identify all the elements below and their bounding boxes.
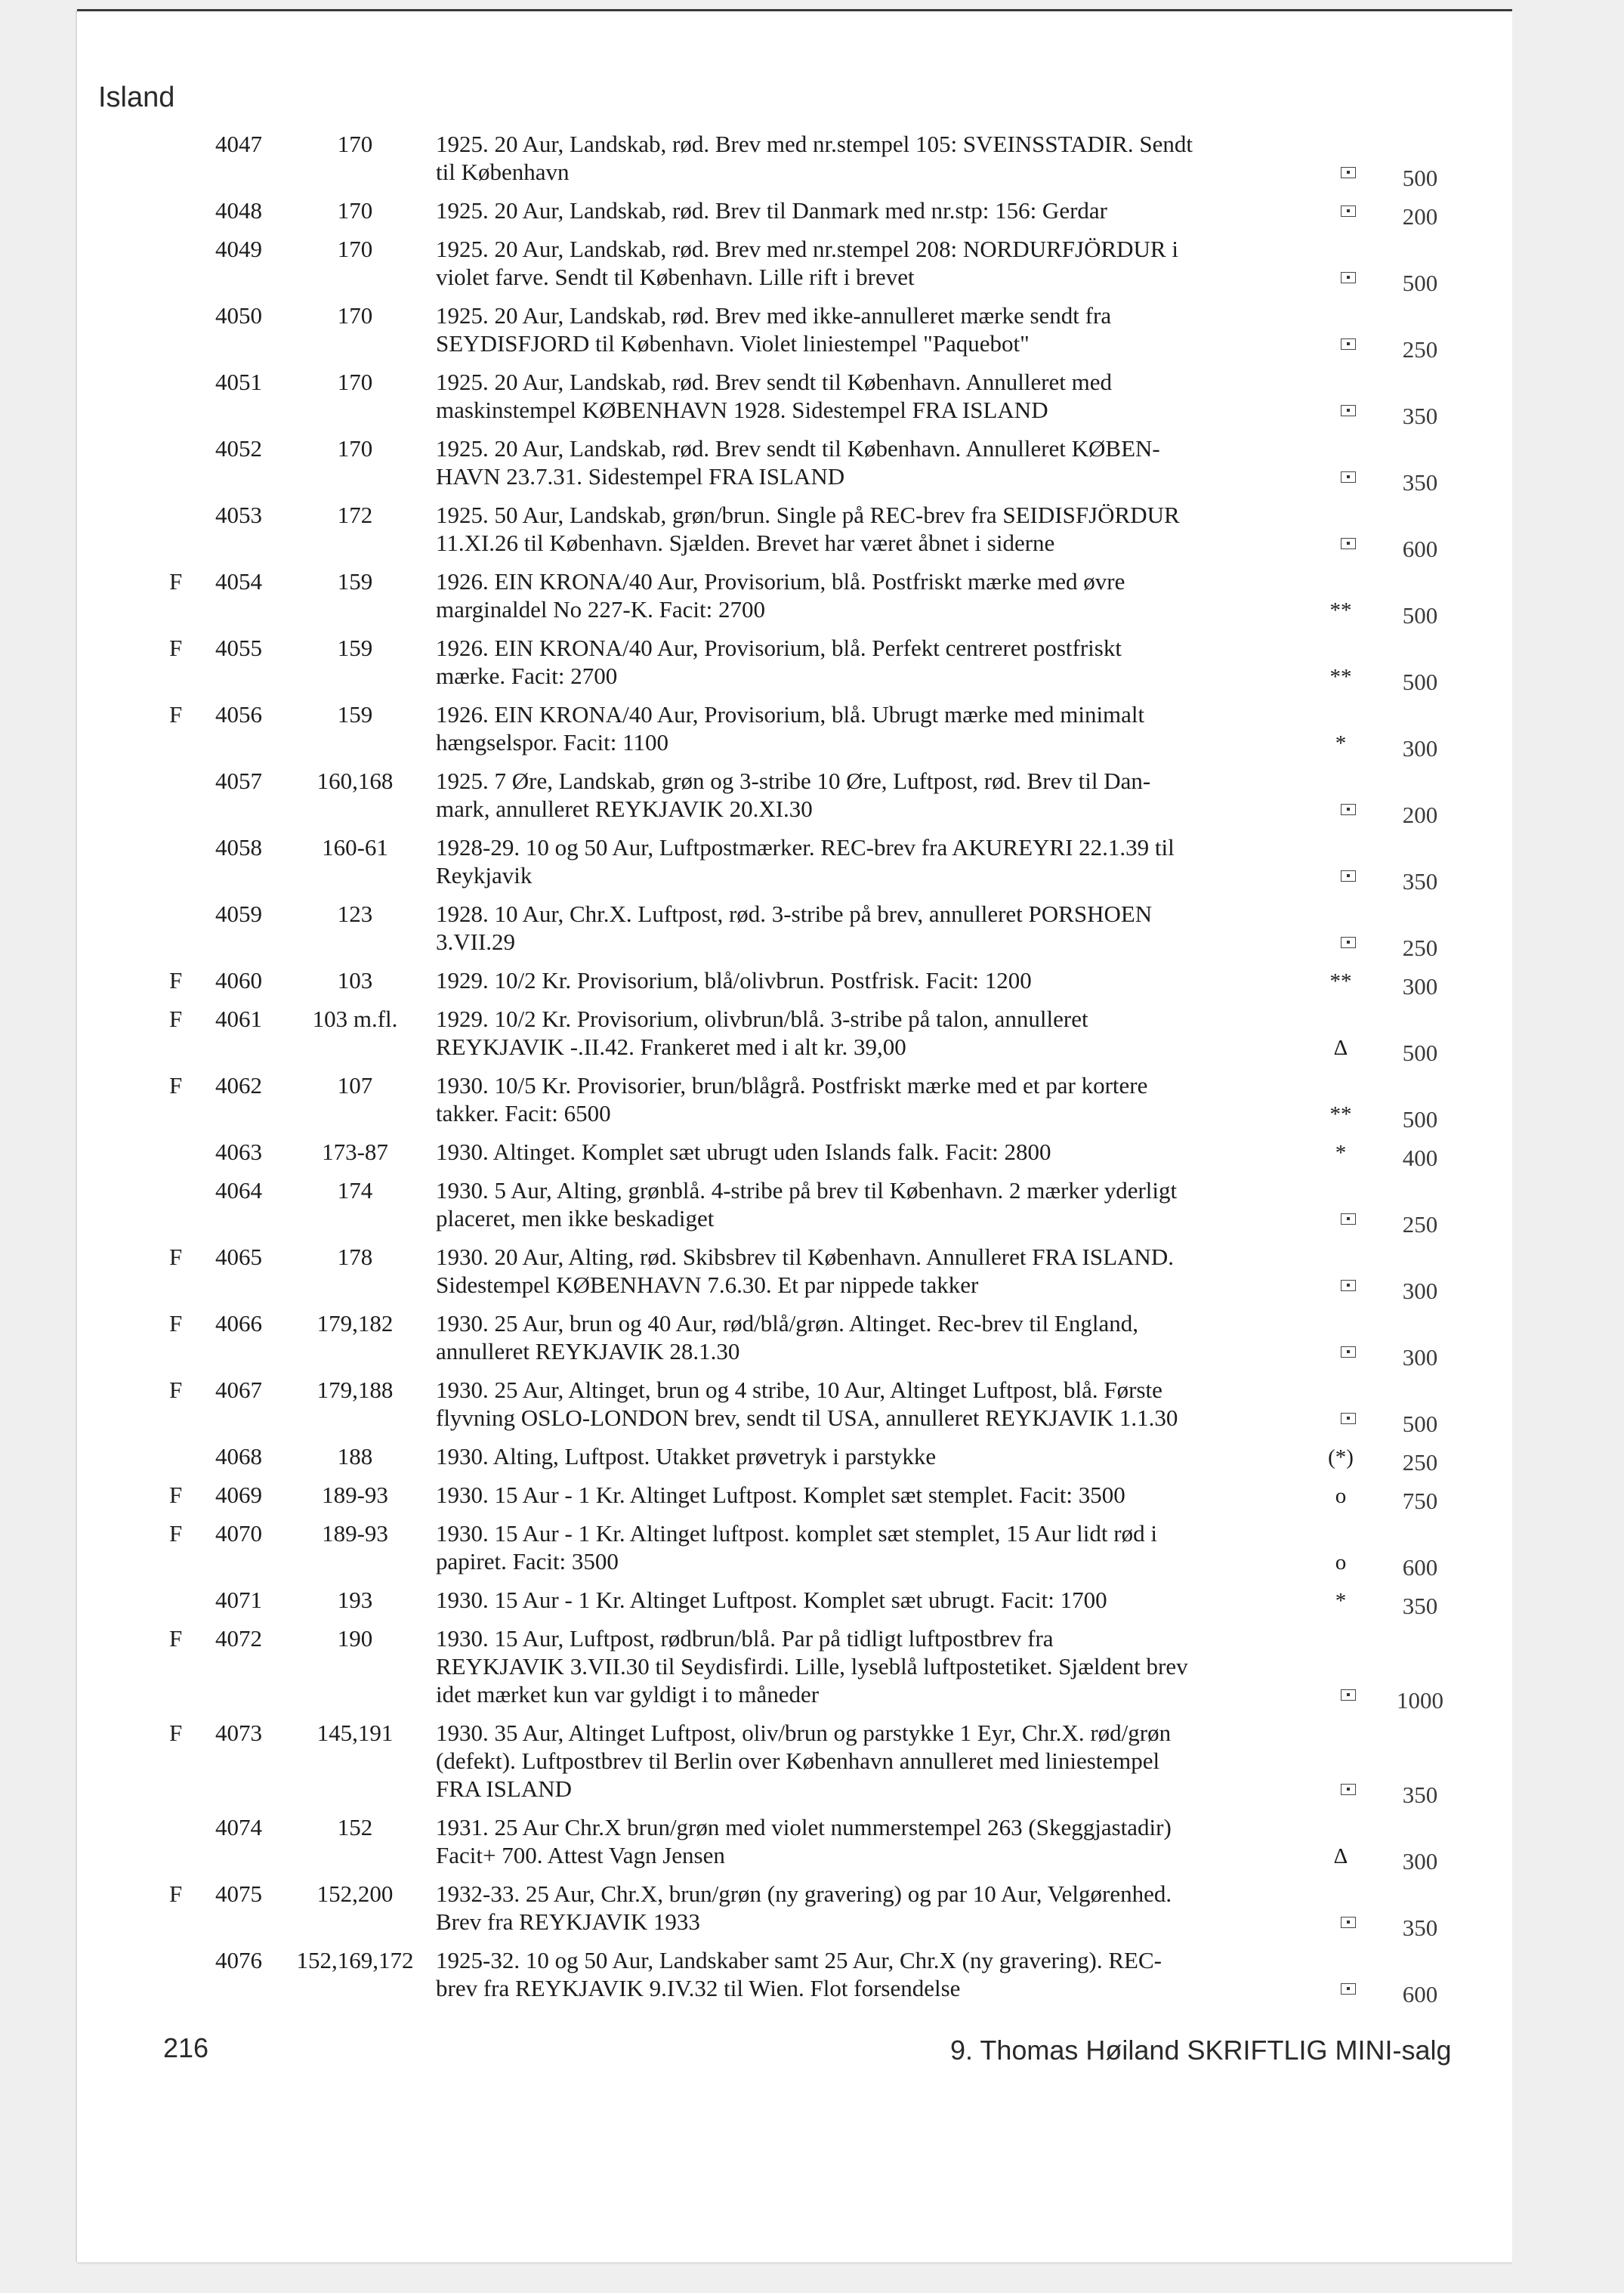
envelope-icon <box>1341 1280 1356 1291</box>
catalogue-number: 170 <box>337 131 373 157</box>
condition-symbol: Δ <box>1333 1036 1348 1060</box>
starting-price: 300 <box>1402 973 1438 1000</box>
page-number: 216 <box>163 2032 209 2063</box>
envelope-icon <box>1341 1213 1356 1225</box>
catalogue-number: 123 <box>337 901 373 927</box>
description-line: 1930. 20 Aur, Alting, rød. Skibsbrev til København. Annulleret FRA ISLAND. <box>436 1244 1174 1270</box>
catalogue-number: 170 <box>337 302 373 329</box>
description-line: 11.XI.26 til København. Sjælden. Brevet har været åbnet i siderne <box>436 530 1055 556</box>
description-line: 1925. 50 Aur, Landskab, grøn/brun. Single på REC-brev fra SEIDISFJÖRDUR <box>436 502 1180 528</box>
lot-number: 4071 <box>215 1587 262 1613</box>
lot-description <box>436 1138 1312 1166</box>
catalogue-number: 160-61 <box>322 834 388 861</box>
lot-number: 4047 <box>215 131 262 157</box>
lot-number: 4057 <box>215 768 262 794</box>
envelope-icon <box>1341 1917 1356 1928</box>
condition-symbol: o <box>1335 1550 1347 1575</box>
lot-description <box>436 1586 1312 1614</box>
lot-number: 4053 <box>215 502 262 528</box>
lot-description <box>436 833 1312 889</box>
description-line: 1930. 25 Aur, brun og 40 Aur, rød/blå/grøn. Altinget. Rec-brev til England, <box>436 1310 1138 1337</box>
description-line: 1928-29. 10 og 50 Aur, Luftpostmærker. REC-brev fra AKUREYRI 22.1.39 til <box>436 834 1175 861</box>
description-line: hængselspor. Facit: 1100 <box>436 729 668 756</box>
faults-flag: F <box>169 1244 183 1270</box>
catalogue-number: 159 <box>337 568 373 595</box>
lot-description <box>436 235 1312 291</box>
lot-description <box>436 700 1312 756</box>
catalogue-number: 170 <box>337 435 373 462</box>
lot-description <box>436 1624 1312 1708</box>
lot-number: 4052 <box>215 435 262 462</box>
description-line: marginaldel No 227-K. Facit: 2700 <box>436 596 765 623</box>
starting-price: 600 <box>1402 1981 1438 2007</box>
faults-flag: F <box>169 1720 183 1746</box>
starting-price: 500 <box>1402 1411 1438 1437</box>
catalogue-number: 103 <box>337 967 373 994</box>
catalogue-number: 189-93 <box>322 1520 388 1547</box>
catalogue-number: 193 <box>337 1587 373 1613</box>
starting-price: 250 <box>1402 1211 1438 1238</box>
faults-flag: F <box>169 967 183 994</box>
envelope-icon <box>1341 1983 1356 1995</box>
catalogue-number: 159 <box>337 635 373 661</box>
lot-number: 4075 <box>215 1880 262 1907</box>
envelope-icon <box>1341 870 1356 882</box>
condition-symbol: * <box>1335 1589 1347 1613</box>
description-line: 1926. EIN KRONA/40 Aur, Provisorium, blå. Postfriskt mærke med øvre <box>436 568 1125 595</box>
lot-description <box>436 1376 1312 1432</box>
faults-flag: F <box>169 635 183 661</box>
starting-price: 600 <box>1402 536 1438 562</box>
faults-flag: F <box>169 1377 183 1403</box>
description-line: papiret. Facit: 3500 <box>436 1548 619 1575</box>
description-line: 1925. 20 Aur, Landskab, rød. Brev med nr.stempel 208: NORDURFJÖRDUR i <box>436 236 1178 262</box>
description-line: til København <box>436 159 570 185</box>
lot-number: 4065 <box>215 1244 262 1270</box>
description-line: flyvning OSLO-LONDON brev, sendt til USA, annulleret REYKJAVIK 1.1.30 <box>436 1405 1178 1431</box>
lot-number: 4076 <box>215 1947 262 1973</box>
lot-description <box>436 1481 1312 1509</box>
starting-price: 750 <box>1402 1488 1438 1514</box>
lot-number: 4060 <box>215 967 262 994</box>
faults-flag: F <box>169 1006 183 1032</box>
lot-number: 4072 <box>215 1625 262 1652</box>
starting-price: 250 <box>1402 1449 1438 1476</box>
faults-flag: F <box>169 1072 183 1099</box>
catalogue-number: 188 <box>337 1443 373 1469</box>
faults-flag: F <box>169 1310 183 1337</box>
lot-description <box>436 1442 1312 1470</box>
starting-price: 350 <box>1402 868 1438 895</box>
envelope-icon <box>1341 471 1356 483</box>
description-line: brev fra REYKJAVIK 9.IV.32 til Wien. Flot forsendelse <box>436 1975 961 2001</box>
description-line: 1930. Altinget. Komplet sæt ubrugt uden Islands falk. Facit: 2800 <box>436 1139 1051 1165</box>
description-line: 1931. 25 Aur Chr.X brun/grøn med violet nummerstempel 263 (Skeggjastadir) <box>436 1814 1172 1840</box>
starting-price: 350 <box>1402 1593 1438 1619</box>
catalogue-number: 152,169,172 <box>296 1947 414 1973</box>
description-line: Facit+ 700. Attest Vagn Jensen <box>436 1842 725 1868</box>
starting-price: 300 <box>1402 735 1438 762</box>
condition-symbol: (*) <box>1328 1445 1354 1469</box>
lot-number: 4073 <box>215 1720 262 1746</box>
envelope-icon <box>1341 538 1356 549</box>
starting-price: 350 <box>1402 403 1438 429</box>
envelope-icon <box>1341 405 1356 416</box>
catalogue-number: 172 <box>337 502 373 528</box>
lot-description <box>436 1071 1312 1127</box>
starting-price: 500 <box>1402 602 1438 629</box>
envelope-icon <box>1341 272 1356 283</box>
lot-description <box>436 1519 1312 1575</box>
description-line: 1930. 25 Aur, Altinget, brun og 4 stribe, 10 Aur, Altinget Luftpost, blå. Første <box>436 1377 1162 1403</box>
lot-description <box>436 900 1312 956</box>
condition-symbol: ** <box>1329 598 1352 623</box>
description-line: FRA ISLAND <box>436 1775 573 1802</box>
lot-description <box>436 130 1312 186</box>
condition-symbol: Δ <box>1333 1844 1348 1868</box>
lot-number: 4054 <box>215 568 262 595</box>
starting-price: 350 <box>1402 1914 1438 1941</box>
condition-symbol: o <box>1335 1484 1347 1508</box>
envelope-icon <box>1341 937 1356 948</box>
description-line: 3.VII.29 <box>436 929 516 955</box>
starting-price: 500 <box>1402 165 1438 191</box>
catalogue-number: 145,191 <box>316 1720 394 1746</box>
description-line: 1930. 5 Aur, Alting, grønblå. 4-stribe på brev til København. 2 mærker yderligt <box>436 1177 1178 1204</box>
condition-symbol: ** <box>1329 969 1352 994</box>
envelope-icon <box>1341 167 1356 178</box>
description-line: 1930. Alting, Luftpost. Utakket prøvetryk i parstykke <box>436 1443 937 1469</box>
lot-number: 4064 <box>215 1177 262 1204</box>
envelope-icon <box>1341 804 1356 815</box>
starting-price: 500 <box>1402 669 1438 695</box>
lot-number: 4069 <box>215 1482 262 1508</box>
description-line: placeret, men ikke beskadiget <box>436 1205 715 1231</box>
starting-price: 200 <box>1402 203 1438 230</box>
description-line: 1925. 7 Øre, Landskab, grøn og 3-stribe 10 Øre, Luftpost, rød. Brev til Dan- <box>436 768 1151 794</box>
top-rule <box>77 9 1512 11</box>
starting-price: 300 <box>1402 1278 1438 1304</box>
description-line: 1929. 10/2 Kr. Provisorium, blå/olivbrun. Postfrisk. Facit: 1200 <box>436 967 1032 994</box>
envelope-icon <box>1341 338 1356 350</box>
lot-number: 4059 <box>215 901 262 927</box>
starting-price: 350 <box>1402 1782 1438 1808</box>
catalogue-number: 159 <box>337 701 373 728</box>
envelope-icon <box>1341 1346 1356 1358</box>
lot-description <box>436 966 1312 994</box>
description-line: 1925. 20 Aur, Landskab, rød. Brev sendt til København. Annulleret KØBEN- <box>436 435 1160 462</box>
catalogue-number: 103 m.fl. <box>312 1006 398 1032</box>
description-line: REYKJAVIK 3.VII.30 til Seydisfirdi. Lille, lyseblå luftpostetiket. Sjældent brev <box>436 1653 1188 1680</box>
description-line: 1925-32. 10 og 50 Aur, Landskaber samt 25 Aur, Chr.X (ny gravering). REC- <box>436 1947 1162 1973</box>
description-line: HAVN 23.7.31. Sidestempel FRA ISLAND <box>436 463 845 490</box>
starting-price: 250 <box>1402 336 1438 363</box>
description-line: 1928. 10 Aur, Chr.X. Luftpost, rød. 3-stribe på brev, annulleret PORSHOEN <box>436 901 1153 927</box>
description-line: 1925. 20 Aur, Landskab, rød. Brev med ikke-annulleret mærke sendt fra <box>436 302 1112 329</box>
condition-symbol: ** <box>1329 665 1352 689</box>
description-line: idet mærket kun var gyldigt i to måneder <box>436 1681 820 1707</box>
description-line: 1932-33. 25 Aur, Chr.X, brun/grøn (ny gravering) og par 10 Aur, Velgørenhed. <box>436 1880 1172 1907</box>
lot-description <box>436 1176 1312 1232</box>
envelope-icon <box>1341 1784 1356 1795</box>
lot-number: 4066 <box>215 1310 262 1337</box>
catalogue-number: 178 <box>337 1244 373 1270</box>
catalogue-number: 152 <box>337 1814 373 1840</box>
lot-description <box>436 1719 1312 1803</box>
lot-description <box>436 1946 1312 2002</box>
catalogue-number: 179,188 <box>316 1377 394 1403</box>
lot-number: 4063 <box>215 1139 262 1165</box>
lot-description <box>436 1243 1312 1299</box>
description-line: 1930. 15 Aur - 1 Kr. Altinget luftpost. komplet sæt stemplet, 15 Aur lidt rød i <box>436 1520 1157 1547</box>
catalogue-number: 170 <box>337 369 373 395</box>
lot-number: 4067 <box>215 1377 262 1403</box>
catalogue-number: 179,182 <box>316 1310 394 1337</box>
starting-price: 350 <box>1402 469 1438 496</box>
description-line: mark, annulleret REYKJAVIK 20.XI.30 <box>436 796 813 822</box>
description-line: 1925. 20 Aur, Landskab, rød. Brev til Danmark med nr.stp: 156: Gerdar <box>436 197 1107 224</box>
description-line: 1926. EIN KRONA/40 Aur, Provisorium, blå. Ubrugt mærke med minimalt <box>436 701 1145 728</box>
description-line: REYKJAVIK -.II.42. Frankeret med i alt kr. 39,00 <box>436 1034 906 1060</box>
catalogue-number: 189-93 <box>322 1482 388 1508</box>
catalogue-number: 152,200 <box>316 1880 394 1907</box>
lot-description <box>436 1005 1312 1061</box>
lot-number: 4070 <box>215 1520 262 1547</box>
lot-description <box>436 434 1312 490</box>
description-line: Sidestempel KØBENHAVN 7.6.30. Et par nippede takker <box>436 1272 979 1298</box>
lot-number: 4055 <box>215 635 262 661</box>
catalogue-number: 174 <box>337 1177 373 1204</box>
catalogue-number: 160,168 <box>316 768 394 794</box>
starting-price: 500 <box>1402 1040 1438 1066</box>
lot-number: 4068 <box>215 1443 262 1469</box>
description-line: 1926. EIN KRONA/40 Aur, Provisorium, blå. Perfekt centreret postfriskt <box>436 635 1122 661</box>
starting-price: 300 <box>1402 1344 1438 1371</box>
lot-description <box>436 301 1312 357</box>
envelope-icon <box>1341 206 1356 217</box>
description-line: violet farve. Sendt til København. Lille rift i brevet <box>436 264 915 290</box>
lot-description <box>436 1880 1312 1936</box>
description-line: (defekt). Luftpostbrev til Berlin over København annulleret med liniestempel <box>436 1748 1160 1774</box>
starting-price: 1000 <box>1397 1687 1443 1714</box>
lot-description <box>436 634 1312 690</box>
lot-number: 4058 <box>215 834 262 861</box>
catalogue-number: 190 <box>337 1625 373 1652</box>
description-line: Brev fra REYKJAVIK 1933 <box>436 1908 700 1935</box>
lot-number: 4049 <box>215 236 262 262</box>
lot-number: 4048 <box>215 197 262 224</box>
lot-description <box>436 501 1312 557</box>
description-line: 1930. 10/5 Kr. Provisorier, brun/blågrå. Postfriskt mærke med et par kortere <box>436 1072 1148 1099</box>
catalogue-number: 170 <box>337 236 373 262</box>
lot-number: 4050 <box>215 302 262 329</box>
envelope-icon <box>1341 1413 1356 1424</box>
lot-number: 4074 <box>215 1814 262 1840</box>
description-line: 1930. 15 Aur - 1 Kr. Altinget Luftpost. Komplet sæt ubrugt. Facit: 1700 <box>436 1587 1107 1613</box>
starting-price: 600 <box>1402 1554 1438 1581</box>
faults-flag: F <box>169 1625 183 1652</box>
description-line: 1930. 35 Aur, Altinget Luftpost, oliv/brun og parstykke 1 Eyr, Chr.X. rød/grøn <box>436 1720 1172 1746</box>
faults-flag: F <box>169 1520 183 1547</box>
description-line: maskinstempel KØBENHAVN 1928. Sidestempel FRA ISLAND <box>436 397 1048 423</box>
starting-price: 500 <box>1402 270 1438 296</box>
description-line: 1930. 15 Aur, Luftpost, rødbrun/blå. Par på tidligt luftpostbrev fra <box>436 1625 1054 1652</box>
faults-flag: F <box>169 1880 183 1907</box>
faults-flag: F <box>169 568 183 595</box>
description-line: 1930. 15 Aur - 1 Kr. Altinget Luftpost. Komplet sæt stemplet. Facit: 3500 <box>436 1482 1125 1508</box>
sale-title: 9. Thomas Høiland SKRIFTLIG MINI-salg <box>950 2035 1452 2066</box>
faults-flag: F <box>169 1482 183 1508</box>
description-line: annulleret REYKJAVIK 28.1.30 <box>436 1338 740 1364</box>
lot-description <box>436 1309 1312 1365</box>
description-line: 1929. 10/2 Kr. Provisorium, olivbrun/blå. 3-stribe på talon, annulleret <box>436 1006 1088 1032</box>
lot-description <box>436 368 1312 424</box>
envelope-icon <box>1341 1689 1356 1701</box>
starting-price: 500 <box>1402 1106 1438 1133</box>
catalogue-number: 170 <box>337 197 373 224</box>
starting-price: 250 <box>1402 935 1438 961</box>
condition-symbol: * <box>1335 731 1347 756</box>
lot-description <box>436 567 1312 623</box>
description-line: 1925. 20 Aur, Landskab, rød. Brev sendt til København. Annulleret med <box>436 369 1113 395</box>
catalogue-number: 107 <box>337 1072 373 1099</box>
description-line: SEYDISFJORD til København. Violet liniestempel "Paquebot" <box>436 330 1030 357</box>
lot-number: 4061 <box>215 1006 262 1032</box>
description-line: Reykjavik <box>436 862 533 888</box>
description-line: takker. Facit: 6500 <box>436 1100 611 1126</box>
starting-price: 200 <box>1402 802 1438 828</box>
lot-description <box>436 1813 1312 1869</box>
lot-number: 4062 <box>215 1072 262 1099</box>
section-header: Island <box>98 82 175 113</box>
description-line: mærke. Facit: 2700 <box>436 663 618 689</box>
starting-price: 300 <box>1402 1848 1438 1874</box>
lot-description <box>436 767 1312 823</box>
faults-flag: F <box>169 701 183 728</box>
condition-symbol: ** <box>1329 1102 1352 1126</box>
lot-number: 4056 <box>215 701 262 728</box>
lot-number: 4051 <box>215 369 262 395</box>
lot-description <box>436 196 1312 224</box>
starting-price: 400 <box>1402 1145 1438 1171</box>
description-line: 1925. 20 Aur, Landskab, rød. Brev med nr.stempel 105: SVEINSSTADIR. Sendt <box>436 131 1193 157</box>
condition-symbol: * <box>1335 1141 1347 1165</box>
catalogue-number: 173-87 <box>322 1139 388 1165</box>
